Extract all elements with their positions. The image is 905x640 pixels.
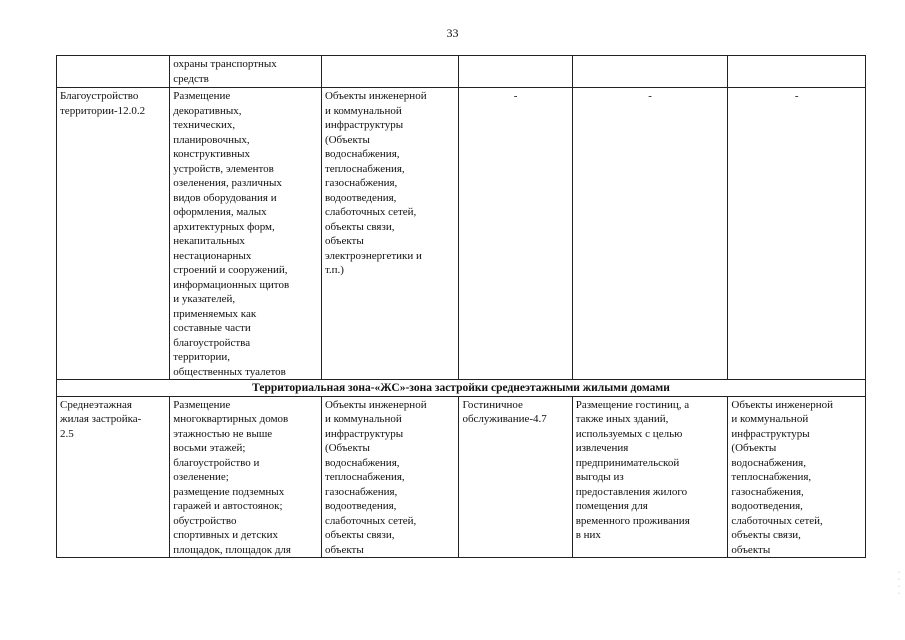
text-line: теплоснабжения, [731,471,812,483]
text-line: также иных зданий, [575,413,669,425]
zoning-table [56,55,866,558]
text-line: многоквартирных домов [173,413,289,425]
cell-conditional-use [459,396,572,558]
text-line: инфраструктуры [731,427,810,440]
text-line: площадок, площадок для [173,543,291,556]
text-line: инфраструктуры [324,119,404,131]
cell-conditional-infrastructure [728,88,866,380]
cell-conditional-use [459,56,572,88]
text-line: водоснабжения, [324,148,400,160]
text-line: в них [575,529,601,541]
text-line: территории-12.0.2 [60,104,146,117]
text-line: технических, [173,119,236,131]
text-line: восьми этажей; [173,442,246,454]
cell-infrastructure [321,56,459,88]
text-line: видов оборудования и [173,191,277,204]
text-line: предпринимательской [575,456,680,469]
text-line: обслуживание-4.7 [462,413,547,425]
text-line: планировочных, [173,133,250,146]
cell-conditional-infrastructure [728,396,866,558]
text-line: помещения для [575,500,648,512]
text-line: Гостиничное [462,398,523,411]
scan-margin-marks: · · · · [898,570,900,597]
cell-infrastructure [321,88,459,380]
text-line: охраны транспортных [173,58,277,70]
text-line: объекты [324,543,364,556]
text-line: временного проживания [575,514,690,527]
dash-placeholder: - [794,90,799,102]
text-line: газоснабжения, [731,485,804,498]
text-line: Объекты инженерной [324,398,427,411]
text-line: выгоды из [575,471,624,483]
text-line: составные части [173,322,251,334]
text-line: озеленение; [173,471,229,483]
text-line: Объекты инженерной [324,90,427,102]
text-line: 2.5 [60,427,74,440]
text-line: предоставления жилого [575,485,688,498]
cell-conditional-use [459,88,572,380]
text-line: информационных щитов [173,278,290,291]
text-line: объекты [731,543,771,556]
cell-conditional-description [572,396,728,558]
cell-use-code [57,396,170,558]
cell-use-code [57,56,170,88]
cell-use-description [170,396,322,558]
text-line: территории, [173,351,231,363]
text-line: теплоснабжения, [324,162,405,175]
text-line: нестационарных [173,249,252,262]
text-line: обустройство [173,514,237,527]
text-line: и указателей, [173,293,236,305]
text-line: (Объекты [324,442,370,454]
text-line: водоотведения, [324,500,397,512]
text-line: озеленения, различных [173,177,282,189]
text-line: этажностью не выше [173,427,273,440]
text-line: архитектурных форм, [173,220,275,233]
text-line: средств [173,72,209,85]
text-line: благоустройства [173,336,251,349]
text-line: Размещение [173,90,231,102]
text-line: строений и сооружений, [173,264,288,276]
text-line: и коммунальной [324,104,402,117]
table-row-continuation [57,56,866,88]
text-line: водоотведения, [731,500,803,512]
text-line: некапитальных [173,235,245,247]
text-line: газоснабжения, [324,485,398,498]
text-line: и коммунальной [324,413,402,425]
text-line: (Объекты [731,442,777,454]
dash-placeholder: - [648,90,652,102]
text-line: применяемых как [173,307,257,320]
text-line: извлечения [575,442,629,454]
text-line: оформления, малых [173,206,267,218]
text-line: благоустройство и [173,456,260,469]
text-line: объекты связи, [324,220,395,233]
text-line: водоотведения, [324,191,397,204]
text-line: Объекты инженерной [731,398,834,411]
text-line: водоснабжения, [324,456,400,469]
text-line: размещение подземных [173,485,285,498]
text-line: водоснабжения, [731,456,806,469]
text-line: Благоустройство [60,90,139,102]
cell-infrastructure [321,396,459,558]
table-row-landscaping [57,88,866,380]
zone-header-row [57,380,866,397]
text-line: и коммунальной [731,413,809,425]
text-line: гаражей и автостоянок; [173,500,283,512]
text-line: газоснабжения, [324,177,398,189]
text-line: конструктивных [173,148,250,160]
text-line: слаботочных сетей, [324,514,417,527]
text-line: объекты связи, [324,529,395,541]
table-row-midrise [57,396,866,558]
cell-conditional-description [572,88,728,380]
text-line: объекты связи, [731,529,801,541]
text-line: Размещение гостиниц, а [575,398,690,411]
cell-conditional-description [572,56,728,88]
text-line: используемых с целью [575,427,683,440]
text-line: инфраструктуры [324,427,404,440]
cell-use-description [170,56,322,88]
cell-use-description [170,88,322,380]
text-line: Размещение [173,398,231,411]
text-line: т.п.) [324,264,344,276]
cell-conditional-infrastructure [728,56,866,88]
dash-placeholder: - [513,90,518,102]
text-line: устройств, элементов [173,162,274,175]
text-line: жилая застройка- [60,413,142,425]
text-line: общественных туалетов [173,365,286,378]
text-line: спортивных и детских [173,529,278,541]
text-line: Среднеэтажная [60,398,132,411]
text-line: слаботочных сетей, [731,514,823,527]
zone-header: Территориальная зона-«ЖС»-зона застройки среднеэтажными жилыми домами [57,380,866,397]
cell-use-code [57,88,170,380]
page-number: 33 [446,26,459,40]
text-line: теплоснабжения, [324,471,405,483]
text-line: объекты [324,235,364,247]
text-line: слаботочных сетей, [324,206,417,218]
text-line: декоративных, [173,104,242,117]
text-line: (Объекты [324,133,370,146]
text-line: электроэнергетики и [324,249,422,262]
